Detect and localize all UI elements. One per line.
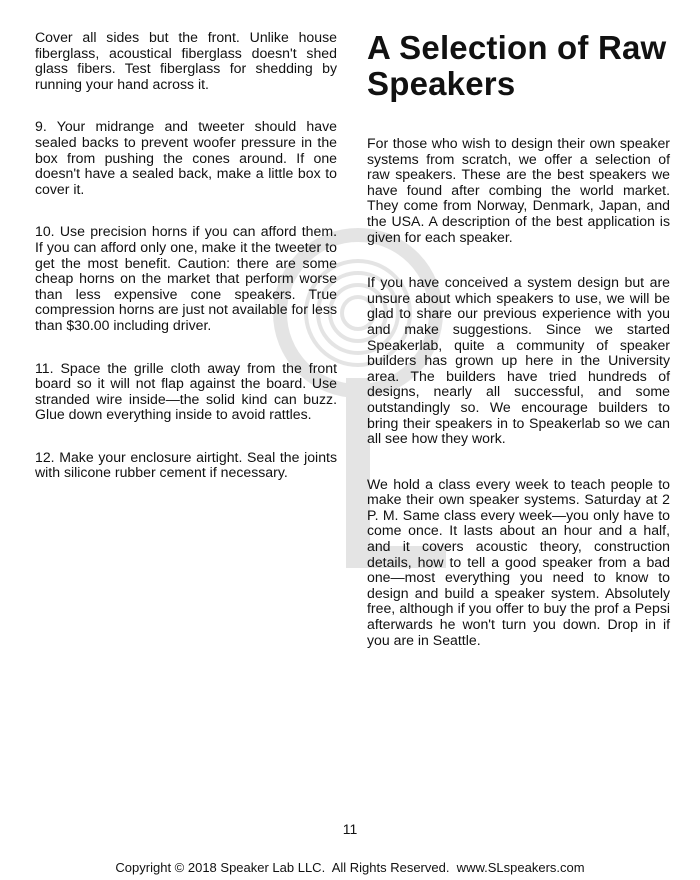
section-heading: A Selection of Raw Speakers: [367, 29, 667, 102]
paragraph-item-10: 10. Use precision horns if you can afford them. If you can afford only one, make it the tweeter to get the most benefit. Caution: there are some cheap horns on the market that perform worse than less expensive cone speakers. True compression horns are just not available for less than $30.00 including driver.: [35, 223, 337, 333]
paragraph-item-9: 9. Your midrange and tweeter should have sealed backs to prevent woofer pressure in the box from pushing the cones around. If one doesn't have a sealed back, make a little box to cover it.: [35, 118, 337, 197]
left-column: [35, 30, 337, 481]
paragraph-item-11: 11. Space the grille cloth away from the front board so it will not flap against the board. Use stranded wire inside—the solid kind can buzz. Glue down everything inside to avoid rattles.: [35, 359, 337, 423]
right-column: [367, 30, 670, 648]
paragraph-design-help: If you have conceived a system design but are unsure about which speakers to use, we will be glad to share our previous experience with you and make suggestions. Since we started Speakerlab, quite a community of speaker builders has grown up here in the University area. The builders have tried hundreds of designs, nearly all successful, and some outstandingly so. We encourage builders to bring their speakers in to Speakerlab so we can all see how they work.: [367, 274, 670, 447]
copyright-footer: Copyright © 2018 Speaker Lab LLC. All Rights Reserved. www.SLspeakers.com: [115, 860, 585, 875]
paragraph-raw-speakers-intro: For those who wish to design their own speaker systems from scratch, we offer a selection of raw speakers. These are the best speakers we have found after combing the world market. They come from Norway, Denmark, Japan, and the USA. A description of the best application is given for each speaker.: [367, 135, 670, 245]
page-number: 11: [342, 821, 358, 837]
paragraph-fiberglass: Cover all sides but the front. Unlike house fiberglass, acoustical fiberglass doesn't shed glass fibers. Test fiberglass for shedding by running your hand across it.: [35, 29, 337, 92]
paragraph-item-12: 12. Make your enclosure airtight. Seal the joints with silicone rubber cement if necessary.: [35, 448, 337, 481]
paragraph-weekly-class: We hold a class every week to teach people to make their own speaker systems. Saturday at 2 P. M. Same class every week—you only have to come once. It lasts about an hour and a half, and it covers acoustic theory, construction details, how to tell a good speaker from a bad one—most everything you need to know to design and build a speaker system. Absolutely free, although if you offer to buy the prof a Pepsi afterwards he won't turn you down. Drop in if you are in Seattle.: [367, 475, 670, 648]
